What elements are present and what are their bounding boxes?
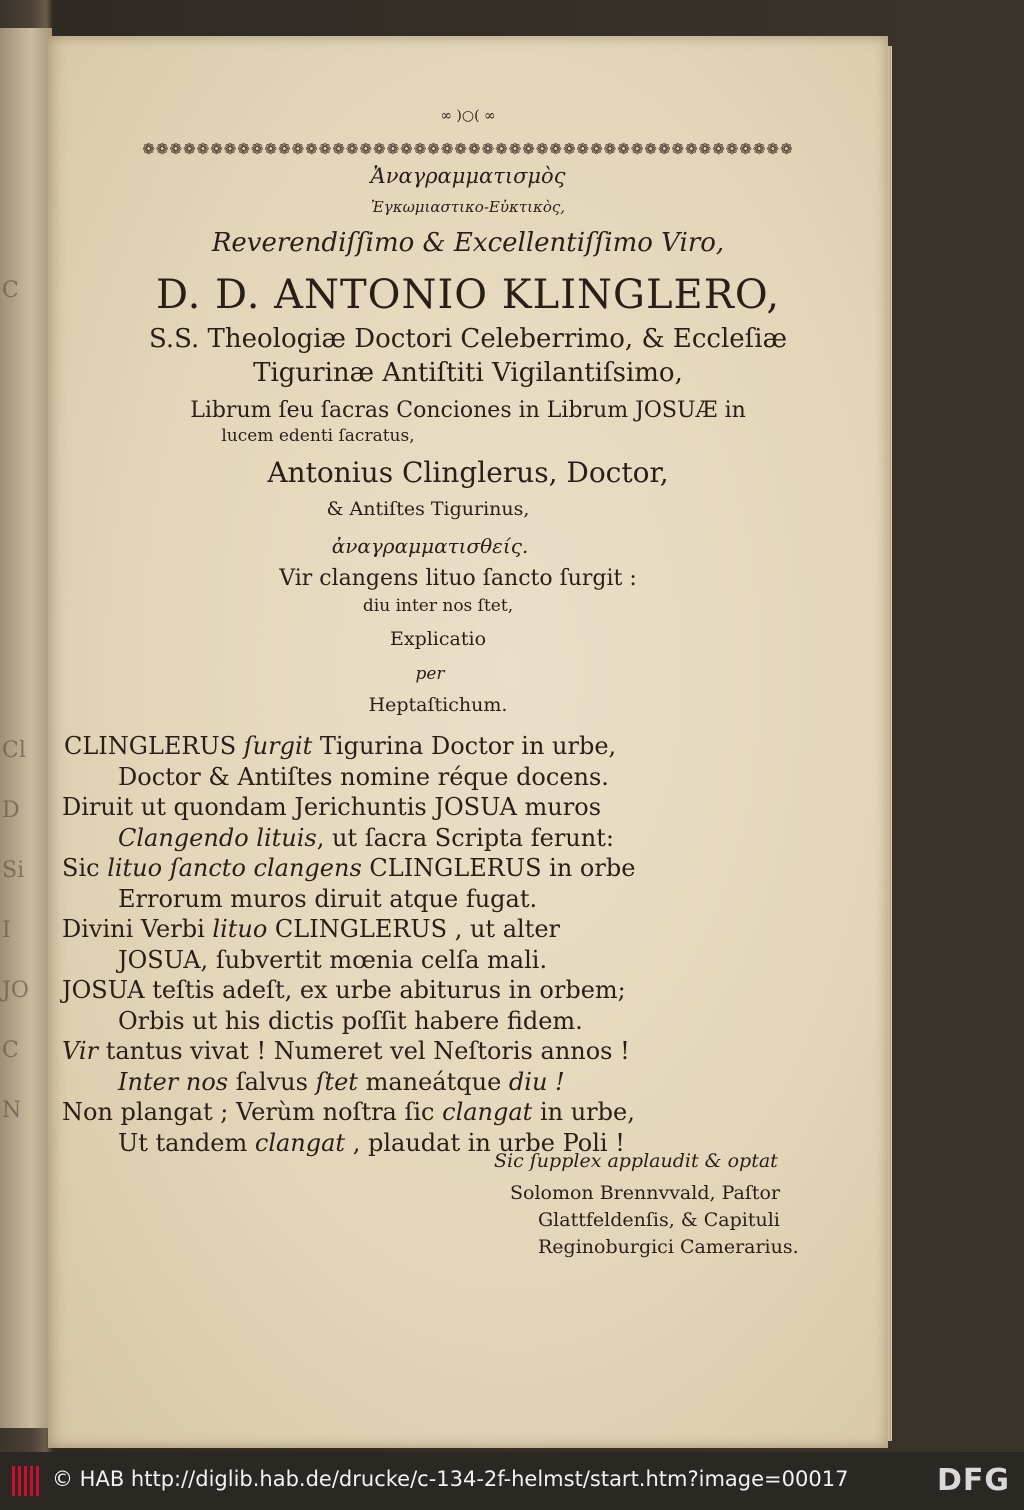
poem-fragment: , ut ſacra Scripta ferunt: (316, 823, 614, 852)
signature-line-1: Solomon Brennvvald, Paſtor (510, 1182, 781, 1204)
poem-fragment: Orbis ut his dictis poſſit habere fidem. (118, 1006, 583, 1035)
heptastichum-label: Heptaſtichum. (368, 694, 508, 716)
poem-line (62, 854, 635, 882)
poem-line (62, 793, 601, 821)
poem-fragment: Tigurina Doctor in urbe, (312, 732, 617, 760)
per-label: per (415, 664, 445, 684)
poem-line (64, 732, 616, 760)
poem-line (62, 1098, 635, 1126)
poem-fragment: in urbe, (532, 1098, 635, 1126)
intro-line-2: lucem edenti ſacratus, (221, 426, 415, 446)
poem-fragment: CLINGLERUS (64, 732, 244, 760)
greek-title-1: Ἀναγραμματισμὸς (370, 164, 566, 188)
poem-fragment: Divini Verbi (62, 915, 213, 943)
dedicatee-name: D. D. ANTONIO KLINGLERO, (155, 272, 781, 318)
book-page (48, 36, 888, 1448)
ornament-border: ❁❁❁❁❁❁❁❁❁❁❁❁❁❁❁❁❁❁❁❁❁❁❁❁❁❁❁❁❁❁❁❁❁❁❁❁❁❁❁❁❁❁❁❁❁❁❁❁ (142, 140, 794, 158)
anagram-name: Antonius Clinglerus, Doctor, (267, 456, 669, 489)
poem-fragment: Ut tandem (118, 1128, 255, 1157)
poem-fragment: Doctor & Antiſtes nomine réque docens. (118, 762, 609, 791)
poem-fragment: Inter nos (118, 1067, 229, 1096)
poem-line (62, 976, 626, 1004)
poem-line (118, 885, 537, 913)
dedicatee-title-2: Tigurinæ Antiſtiti Vigilantiſsimo, (253, 358, 683, 388)
poem-fragment: JOSUA, ſubvertit mœnia celſa mali. (118, 945, 548, 974)
dfg-logo: DFG (936, 1463, 1010, 1498)
poem-fragment: CLINGLERUS in orbe (361, 854, 636, 882)
signature-line-3: Reginoburgici Camerarius. (538, 1236, 799, 1258)
poem-line (118, 1068, 565, 1096)
poem-fragment: tantus vivat ! Numeret vel Neſtoris annos ! (98, 1037, 630, 1065)
signature-line-2: Glattfeldenſis, & Capituli (538, 1209, 780, 1231)
top-ornament: ∞ )○( ∞ (440, 108, 496, 124)
poem-fragment: JOSUA teſtis adeſt, ex urbe abiturus in orbem; (62, 976, 626, 1004)
poem-fragment: Errorum muros diruit atque fugat. (118, 884, 538, 913)
poem-fragment: lituo ſancto clangens (107, 854, 362, 882)
poem-fragment: ſtet (315, 1067, 358, 1096)
subscription: Sic ſupplex applaudit & optat (494, 1150, 778, 1172)
poem-fragment: Sic (62, 854, 108, 882)
greek-title-2: Ἐγκωμιαστικο-Εὐκτικὸς, (370, 198, 566, 216)
hab-logo-icon (12, 1466, 42, 1496)
greek-anagram-word: ἀναγραμματισθείς. (331, 534, 529, 558)
poem-line (118, 946, 547, 974)
poem-fragment: clangat (254, 1128, 346, 1157)
poem-fragment: , plaudat in urbe Poli ! (345, 1128, 625, 1157)
anagram-line-1: Vir clangens lituo ſancto ſurgit : (279, 566, 637, 591)
poem-fragment: CLINGLERUS , ut alter (267, 915, 560, 943)
poem-fragment: ſurgit (243, 732, 313, 760)
poem-fragment: maneátque (357, 1067, 509, 1096)
poem-line (118, 763, 609, 791)
anagram-line-2: diu inter nos ſtet, (362, 596, 514, 616)
explicatio-label: Explicatio (389, 628, 487, 650)
facing-page-edge: C Cl D Si I JO C N (0, 28, 52, 1428)
poem-fragment: clangat (442, 1098, 533, 1126)
intro-line-1: Librum ſeu ſacras Conciones in Librum JOSUÆ in (190, 398, 746, 423)
poem-line (118, 1007, 583, 1035)
poem-fragment: Non plangat ; Verùm noſtra ſic (62, 1098, 443, 1126)
poem-line (62, 1037, 630, 1065)
poem-fragment: Diruit ut quondam Jerichuntis JOSUA muros (62, 793, 602, 821)
anagram-sub: & Antiſtes Tigurinus, (326, 498, 530, 520)
poem-fragment: ſalvus (228, 1067, 316, 1096)
poem-fragment: Vir (62, 1037, 99, 1065)
poem-fragment: diu ! (508, 1067, 565, 1096)
poem-fragment: lituo (212, 915, 268, 943)
dedication-line: Reverendiſſimo & Excellentiſſimo Viro, (211, 228, 725, 258)
footer-bar (0, 1452, 1024, 1510)
poem-line (62, 915, 560, 943)
dedicatee-title-1: S.S. Theologiæ Doctori Celeberrimo, & Eccleſiæ (148, 324, 788, 354)
footer-copyright-link[interactable]: © HAB http://diglib.hab.de/drucke/c-134-2f-helmst/start.htm?image=00017 (52, 1467, 849, 1491)
poem-line (118, 824, 614, 852)
poem-fragment: Clangendo lituis (118, 823, 317, 852)
